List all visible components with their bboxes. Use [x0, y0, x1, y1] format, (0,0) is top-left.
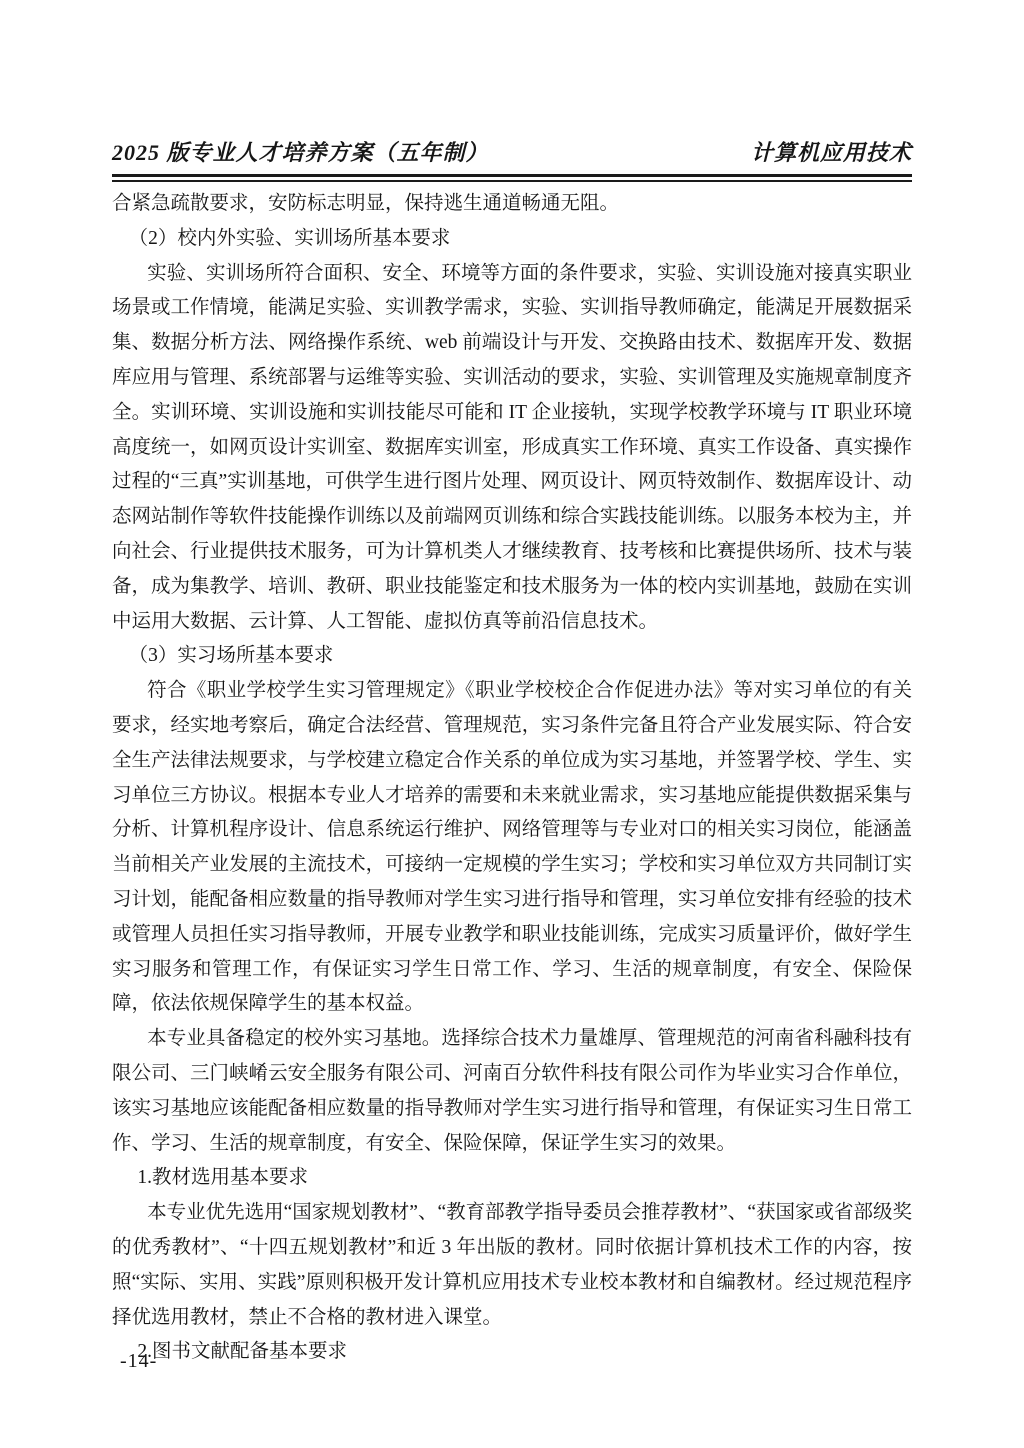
section-heading-library-resources: 2.图书文献配备基本要求 — [137, 1341, 347, 1363]
section-heading-internship-requirements: （3）实习场所基本要求 — [128, 645, 334, 667]
header-left-title: 2025 版专业人才培养方案（五年制） — [112, 140, 489, 165]
section-heading-lab-requirements: （2）校内外实验、实训场所基本要求 — [128, 227, 451, 249]
document-body — [112, 187, 912, 1370]
paragraph-lab-requirements: 实验、实训场所符合面积、安全、环境等方面的条件要求，实验、实训设施对接真实职业场景或工作情境，能满足实验、实训教学需求，实验、实训指导教师确定，能满足开展数据采集、数据分析方法、网络操作系统、web 前端设计与开发、交换路由技术、数据库开发、数据库应用与管理、系统部署与运维等实验、实训活动的要求，实验、实训管理及实施规章制度齐全。实训环境、实训设施和实训技能尽可能和 IT 企业接轨，实现学校教学环境与 IT 职业环境高度统一，如网页设计实训室、数据库实训室，形成真实工作环境、真实工作设备、真实操作过程的“三真”实训基地，可供学生进行图片处理、网页设计、网页特效制作、数据库设计、动态网站制作等软件技能操作训练以及前端网页训练和综合实践技能训练。以服务本校为主，并向社会、行业提供技术服务，可为计算机类人才继续教育、技考核和比赛提供场所、技术与装备，成为集教学、培训、教研、职业技能鉴定和技术服务为一体的校内实训基地，鼓励在实训中运用大数据、云计算、人工智能、虚拟仿真等前沿信息技术。 — [112, 262, 912, 632]
section-heading-textbook-selection: 1.教材选用基本要求 — [137, 1167, 308, 1189]
page-number: -14- — [120, 1350, 158, 1372]
page-header — [112, 136, 912, 174]
paragraph-internship-requirements: 符合《职业学校学生实习管理规定》《职业学校校企合作促进办法》等对实习单位的有关要求，经实地考察后，确定合法经营、管理规范，实习条件完备且符合产业发展实际、符合安全生产法律法规要求，与学校建立稳定合作关系的单位成为实习基地，并签署学校、学生、实习单位三方协议。根据本专业人才培养的需要和未来就业需求，实习基地应能提供数据采集与分析、计算机程序设计、信息系统运行维护、网络管理等与专业对口的相关实习岗位，能涵盖当前相关产业发展的主流技术，可接纳一定规模的学生实习；学校和实习单位双方共同制订实习计划，能配备相应数量的指导教师对学生实习进行指导和管理，实习单位安排有经验的技术或管理人员担任实习指导教师，开展专业教学和职业技能训练，完成实习质量评价，做好学生实习服务和管理工作，有保证实习学生日常工作、学习、生活的规章制度，有安全、保险保障，依法依规保障学生的基本权益。 — [112, 680, 912, 1015]
paragraph-textbook-selection: 本专业优先选用“国家规划教材”、“教育部教学指导委员会推荐教材”、“获国家或省部级奖的优秀教材”、“十四五规划教材”和近 3 年出版的教材。同时依据计算机技术工作的内容，按照“实际、实用、实践”原则积极开发计算机应用技术专业校本教材和自编教材。经过规范程序择优选用教材，禁止不合格的教材进入课堂。 — [112, 1202, 912, 1328]
paragraph-continuation: 合紧急疏散要求，安防标志明显，保持逃生通道畅通无阻。 — [112, 193, 620, 214]
header-right-title: 计算机应用技术 — [750, 140, 912, 165]
header-double-rule — [112, 174, 912, 182]
page-content — [112, 136, 912, 1370]
paragraph-offcampus-internship-bases: 本专业具备稳定的校外实习基地。选择综合技术力量雄厚、管理规范的河南省科融科技有限公司、三门峡崤云安全服务有限公司、河南百分软件科技有限公司作为毕业实习合作单位，该实习基地应该能配备相应数量的指导教师对学生实习进行指导和管理，有保证实习生日常工作、学习、生活的规章制度，有安全、保险保障，保证学生实习的效果。 — [112, 1028, 912, 1154]
